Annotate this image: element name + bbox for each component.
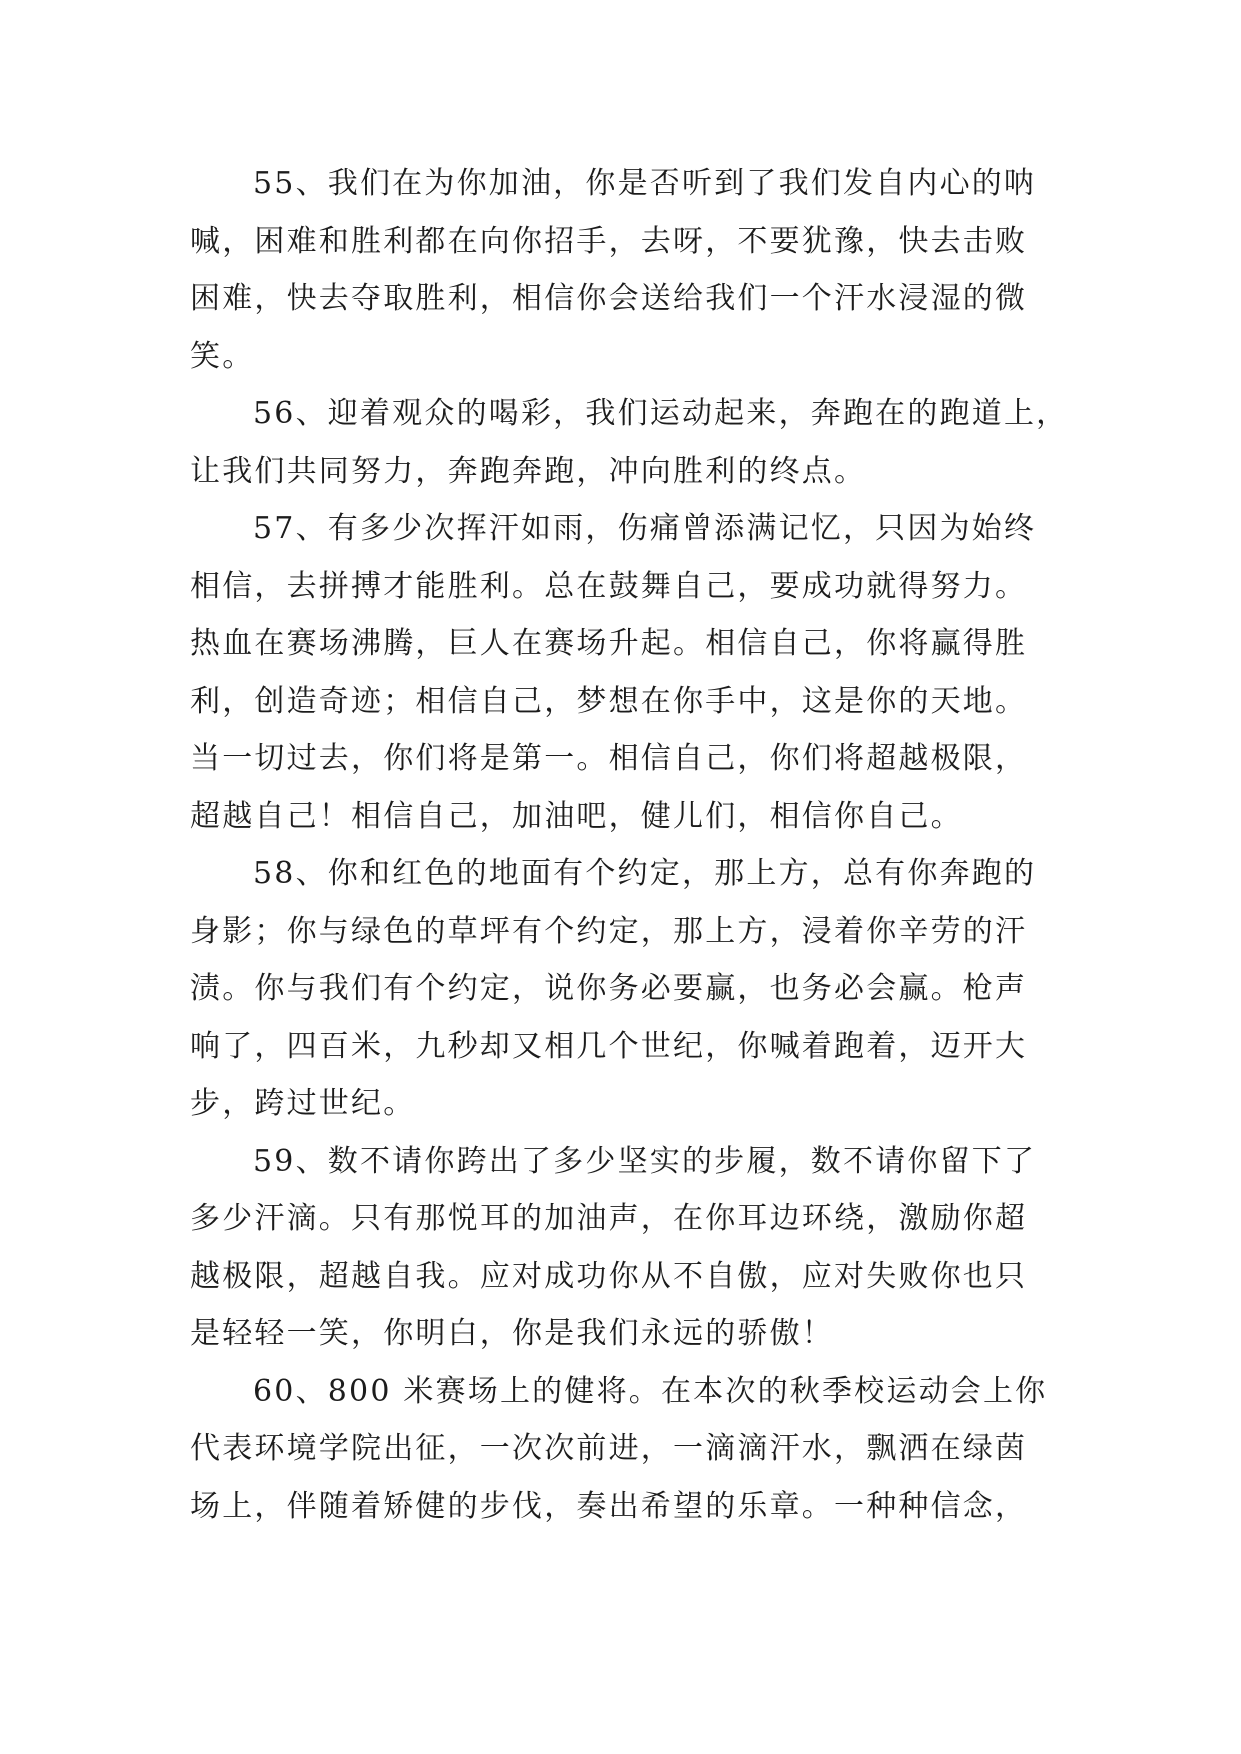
text-line: 身影；你与绿色的草坪有个约定，那上方，浸着你辛劳的汗 [190, 913, 1028, 949]
paragraph-58 [190, 845, 1070, 1133]
document-body [190, 155, 1070, 1535]
text-line: 热血在赛场沸腾，巨人在赛场升起。相信自己，你将赢得胜 [190, 626, 1028, 661]
text-line: 超越自己！相信自己，加油吧，健儿们，相信你自己。 [190, 798, 963, 834]
text-line: 59、数不请你跨出了多少坚实的步履，数不请你留下了 [253, 1143, 1037, 1179]
text-line: 58、你和红色的地面有个约定，那上方，总有你奔跑的 [253, 856, 1037, 891]
text-line: 相信，去拼搏才能胜利。总在鼓舞自己，要成功就得努力。 [190, 568, 1028, 604]
paragraph-57 [190, 500, 1070, 845]
text-line: 是轻轻一笑，你明白，你是我们永远的骄傲！ [190, 1316, 834, 1351]
text-line: 步，跨过世纪。 [190, 1086, 416, 1121]
text-line: 57、有多少次挥汗如雨，伤痛曾添满记忆，只因为始终 [253, 511, 1037, 546]
paragraph-56 [190, 385, 1070, 500]
text-line: 渍。你与我们有个约定，说你务必要赢，也务必会赢。枪声 [190, 971, 1028, 1006]
paragraph-60 [190, 1363, 1070, 1536]
text-line: 60、800 米赛场上的健将。在本次的秋季校运动会上你 [253, 1373, 1048, 1409]
text-line: 越极限，超越自我。应对成功你从不自傲，应对失败你也只 [190, 1258, 1028, 1294]
text-line: 笑。 [190, 338, 255, 374]
text-line: 响了，四百米，九秒却又相几个世纪，你喊着跑着，迈开大 [190, 1028, 1028, 1064]
text-line: 利，创造奇迹；相信自己，梦想在你手中，这是你的天地。 [190, 683, 1028, 719]
text-line: 困难，快去夺取胜利，相信你会送给我们一个汗水浸湿的微 [190, 281, 1028, 316]
text-line: 当一切过去，你们将是第一。相信自己，你们将超越极限， [190, 741, 1028, 776]
text-line: 喊，困难和胜利都在向你招手，去呀，不要犹豫，快去击败 [190, 223, 1028, 259]
paragraph-55 [190, 155, 1070, 385]
paragraph-59 [190, 1133, 1070, 1363]
text-line: 让我们共同努力，奔跑奔跑，冲向胜利的终点。 [190, 453, 867, 489]
text-line: 56、迎着观众的喝彩，我们运动起来，奔跑在的跑道上， [253, 396, 1069, 431]
text-line: 场上，伴随着矫健的步伐，奏出希望的乐章。一种种信念， [190, 1488, 1028, 1524]
text-line: 55、我们在为你加油，你是否听到了我们发自内心的呐 [253, 166, 1037, 201]
text-line: 代表环境学院出征，一次次前进，一滴滴汗水，飘洒在绿茵 [190, 1431, 1028, 1466]
text-line: 多少汗滴。只有那悦耳的加油声，在你耳边环绕，激励你超 [190, 1201, 1028, 1236]
